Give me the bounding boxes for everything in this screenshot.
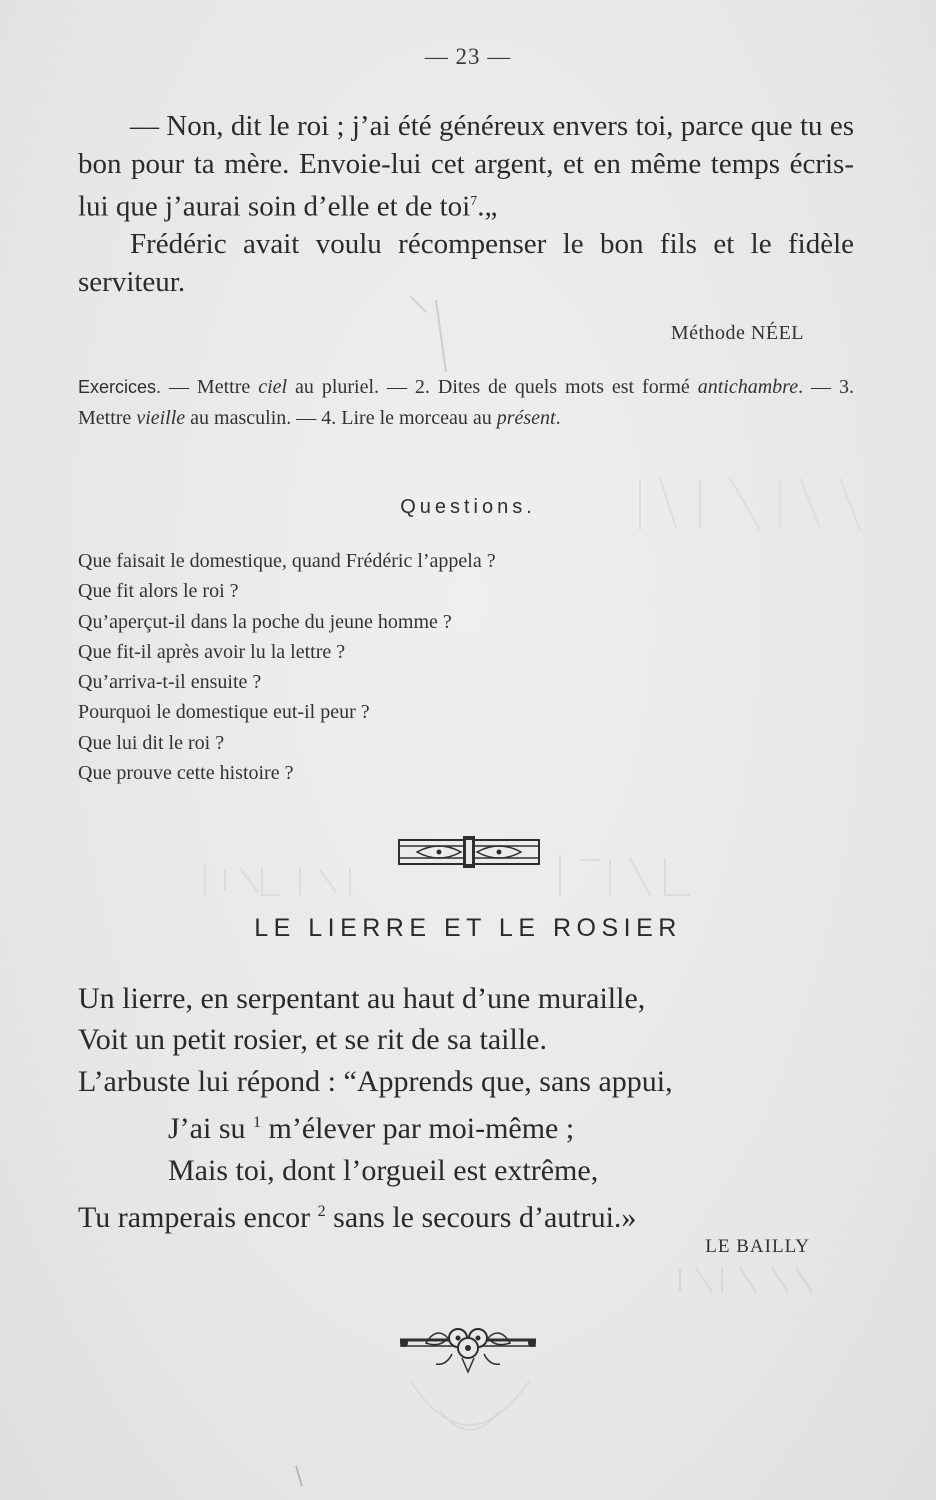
question-item: Pourquoi le domestique eut-il peur ? bbox=[78, 701, 370, 724]
poem-line-3: L’arbuste lui répond : “Apprends que, sans appui, bbox=[78, 1064, 673, 1098]
pencil-ghost-title bbox=[205, 865, 350, 895]
question-item: Que faisait le domestique, quand Frédéric l’appela ? bbox=[78, 550, 496, 572]
prose-paragraph-1-end: .„ bbox=[477, 190, 498, 223]
exercises-word: antichambre bbox=[697, 376, 799, 398]
pencil-mark bbox=[296, 1466, 302, 1486]
pencil-ghost-title bbox=[560, 855, 690, 895]
exercises-text: — Mettre bbox=[161, 376, 259, 398]
divider-ornament-icon bbox=[397, 834, 541, 870]
poem-line-4-end: m’élever par moi-même ; bbox=[261, 1112, 575, 1146]
poem-author: LE BAILLY bbox=[705, 1236, 810, 1257]
question-item: Que lui dit le roi ? bbox=[78, 731, 225, 754]
questions-list bbox=[78, 546, 778, 788]
prose-paragraph-1-text: — Non, dit le roi ; j’ai été généreux envers toi, parce que tu es bon pour ta mère. Envoie-lui cet argent, et en même temps écris-lui que j’aurai soin d’elle et de toi bbox=[78, 110, 854, 223]
prose-paragraph-1 bbox=[78, 108, 854, 226]
poem-line-5: Mais toi, dont l’orgueil est extrême, bbox=[168, 1153, 599, 1187]
footnote-ref-7: 7 bbox=[470, 194, 478, 209]
exercises-block bbox=[78, 372, 854, 434]
poem-line-6 bbox=[78, 1191, 878, 1238]
pencil-ghost-ornament bbox=[410, 1380, 530, 1430]
floral-ornament-icon bbox=[396, 1318, 540, 1378]
exercises-text: . bbox=[555, 407, 561, 429]
poem-line-6-end: sans le secours d’autrui.» bbox=[325, 1201, 637, 1235]
poem-body bbox=[78, 978, 878, 1238]
question-item: Qu’arriva-t-il ensuite ? bbox=[78, 671, 262, 694]
poem-title: LE LIERRE ET LE ROSIER bbox=[254, 914, 682, 942]
poem-line-2: Voit un petit rosier, et se rit de sa taille. bbox=[78, 1023, 547, 1057]
question-item: Que fit-il après avoir lu la lettre ? bbox=[78, 640, 346, 663]
exercises-label: Exercices. bbox=[78, 377, 162, 397]
poem-line-4 bbox=[78, 1102, 878, 1149]
poem-line-4-start: J’ai su bbox=[168, 1112, 246, 1146]
exercises-word: présent bbox=[496, 407, 556, 429]
pencil-mark bbox=[436, 300, 446, 372]
prose-paragraph-2: Frédéric avait voulu récompenser le bon fils et le fidèle serviteur. bbox=[78, 228, 854, 298]
prose-section bbox=[78, 108, 854, 301]
question-item: Que prouve cette histoire ? bbox=[78, 762, 294, 785]
exercises-word: ciel bbox=[258, 376, 288, 398]
poem-line-6-start: Tu ramperais encor bbox=[78, 1201, 311, 1235]
questions-title: Questions. bbox=[400, 496, 536, 518]
exercises-word: vieille bbox=[136, 407, 186, 429]
exercises-text: au masculin. — 4. Lire le morceau au bbox=[185, 407, 497, 429]
poem-line-1: Un lierre, en serpentant au haut d’une muraille, bbox=[78, 982, 646, 1015]
question-item: Qu’aperçut-il dans la poche du jeune homme ? bbox=[78, 610, 452, 633]
page-number: — 23 — bbox=[424, 44, 512, 69]
pencil-ghost-author bbox=[680, 1268, 812, 1292]
footnote-ref-1: 1 bbox=[253, 1114, 261, 1132]
question-item: Que fit alors le roi ? bbox=[78, 580, 239, 603]
exercises-text: . — 3. Mettre bbox=[78, 376, 855, 429]
footnote-ref-2: 2 bbox=[317, 1203, 326, 1221]
exercises-text: au pluriel. — 2. Dites de quels mots est formé bbox=[287, 376, 698, 398]
prose-attribution: Méthode NÉEL bbox=[670, 322, 804, 344]
